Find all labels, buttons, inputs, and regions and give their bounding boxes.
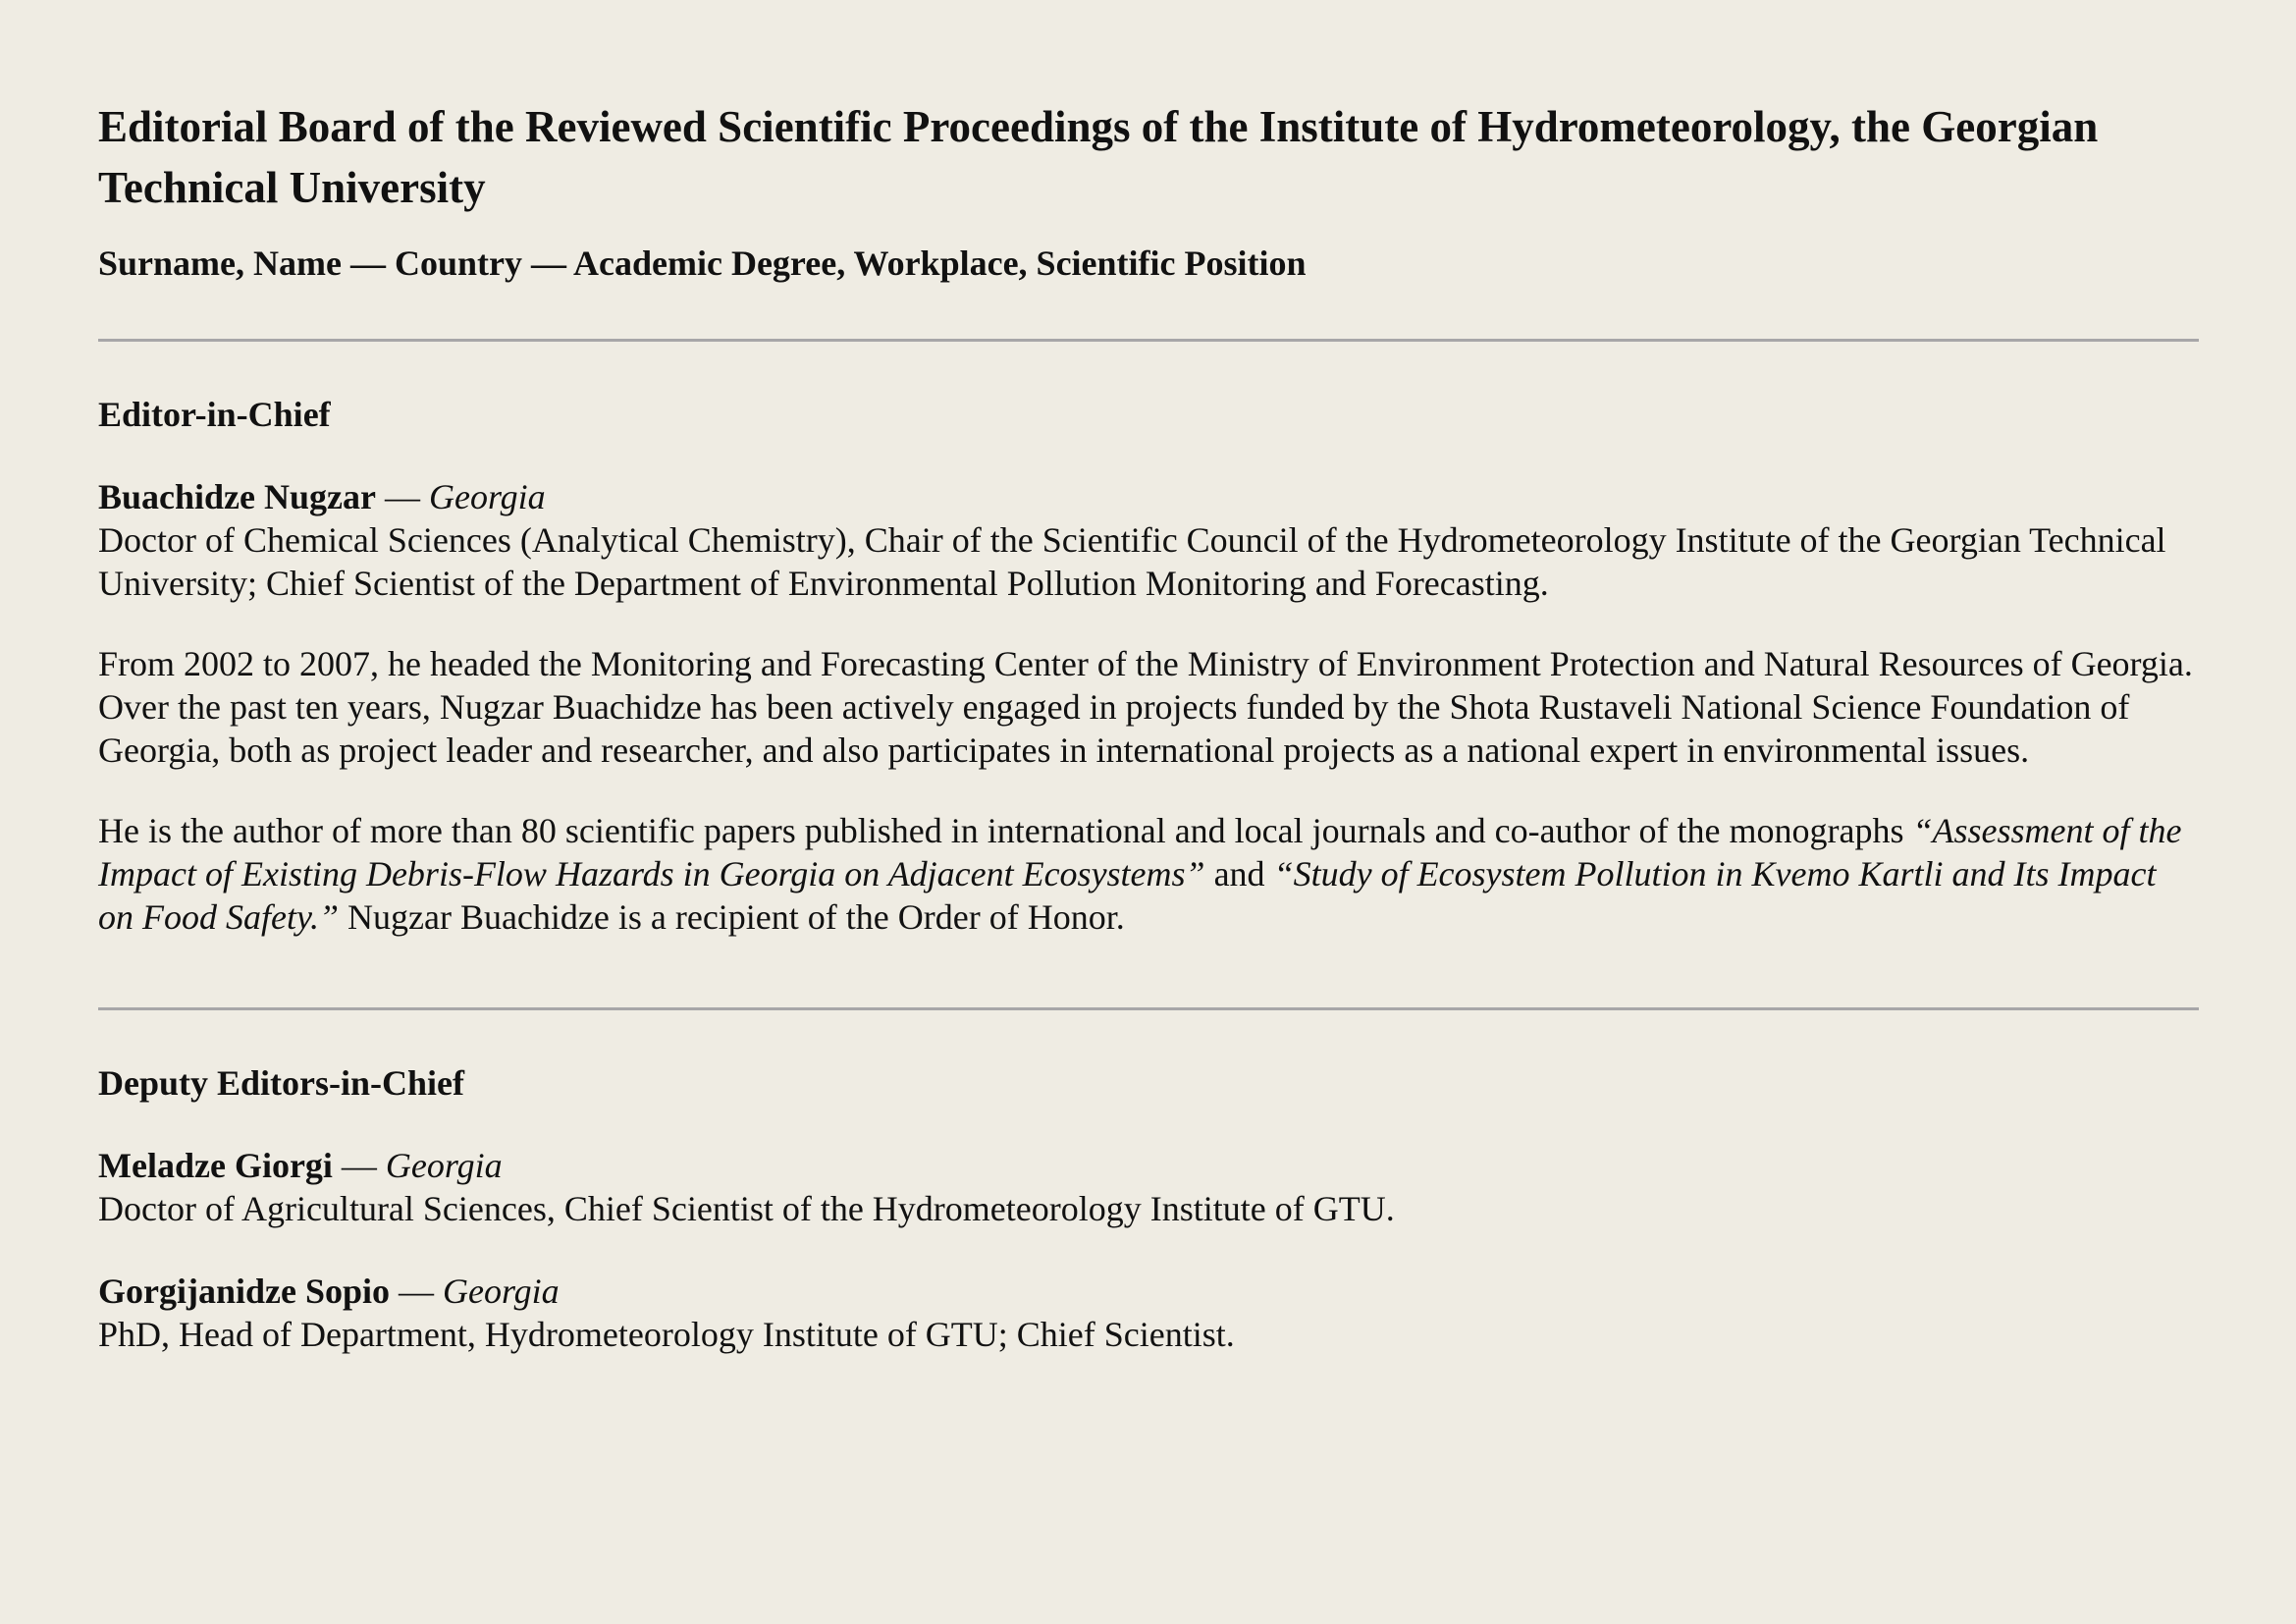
member-entry [98,475,2199,605]
member-heading [98,1144,2199,1187]
column-legend: Surname, Name — Country — Academic Degree, Workplace, Scientific Position [98,244,1307,283]
member-country: Georgia [443,1272,560,1311]
member-name: Gorgijanidze Sopio [98,1272,391,1311]
member-country: Georgia [429,477,546,516]
member-heading [98,1270,2199,1313]
member-country: Georgia [385,1146,503,1185]
member-separator: — [376,477,429,516]
member-description: PhD, Head of Department, Hydrometeorology Institute of GTU; Chief Scientist. [98,1315,1235,1354]
member-entry [98,1270,2199,1356]
member-name: Meladze Giorgi [98,1146,333,1185]
deputy-editors-section [98,1061,2198,1356]
publications-text-between: and [1204,854,1274,893]
section-divider [98,339,2199,342]
member-description: Doctor of Chemical Sciences (Analytical Chemistry), Chair of the Scientific Council of the Hydrometeorology Institute of the Georgian Technical University; Chief Scientist of the Department of Environmental Pollution Monitoring and Forecasting. [98,520,2166,603]
monograph-title-2: “Study of Ecosystem Pollution in Kvemo Kartli and Its Impact on Food Safety.” [98,854,2157,937]
member-name: Buachidze Nugzar [98,477,376,516]
publications-text-before: He is the author of more than 80 scientific papers published in international and local journals and co-author of the monographs [98,811,1913,850]
section-title-editor-in-chief: Editor-in-Chief [98,395,331,434]
biography-paragraph: From 2002 to 2007, he headed the Monitoring and Forecasting Center of the Ministry of Environment Protection and Natural Resources of Georgia. Over the past ten years, Nugzar Buachidze has been actively engaged in projects funded by the Shota Rustaveli National Science Foundation of Georgia, both as project leader and researcher, and also participates in international projects as a national expert in environmental issues. [98,644,2193,770]
section-title-deputy-editors: Deputy Editors-in-Chief [98,1063,465,1103]
editor-in-chief-section [98,393,2198,939]
member-separator: — [390,1272,444,1311]
member-heading [98,475,2199,518]
member-separator: — [332,1146,386,1185]
section-divider [98,1007,2199,1010]
monograph-title-1: “Assessment of the Impact of Existing Debris-Flow Hazards in Georgia on Adjacent Ecosystems” [98,811,2182,893]
member-entry [98,1144,2199,1230]
member-description: Doctor of Agricultural Sciences, Chief Scientist of the Hydrometeorology Institute of GTU. [98,1189,1395,1228]
page-title: Editorial Board of the Reviewed Scientific Proceedings of the Institute of Hydrometeorology, the Georgian Technical University [98,102,2099,212]
publications-text-after: Nugzar Buachidze is a recipient of the Order of Honor. [339,897,1125,937]
publications-paragraph [98,809,2199,939]
